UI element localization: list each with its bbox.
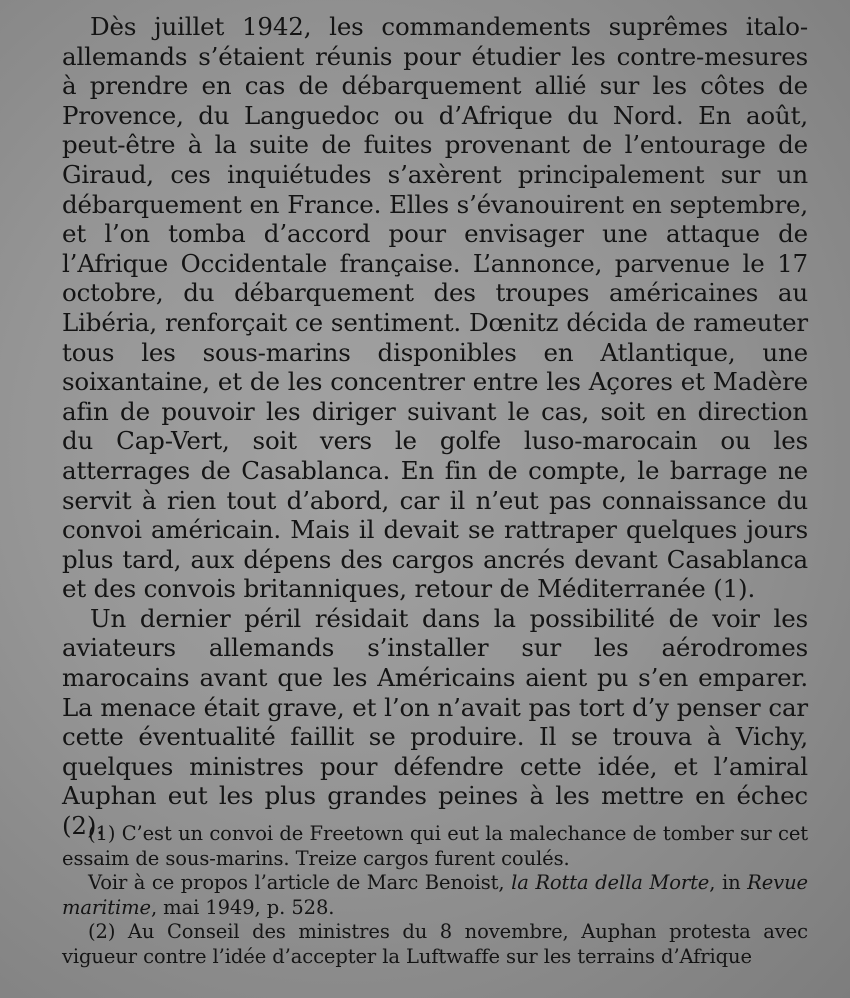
journal-title: Revue maritime xyxy=(62,871,808,919)
paragraph-2: Un dernier péril résidait dans la possibilité de voir les aviateurs allemands s’installer sur les aérodromes marocains avant que les Américains aient pu s’en emparer. La menace était grave, et l’on n’avait pas tort d’y penser car cette éventualité faillit se produire. Il se trouva à Vichy, quelques ministres pour défendre cette idée, et l’amiral Auphan eut les plus grandes peines à les mettre en échec (2). xyxy=(62,603,808,841)
main-text xyxy=(62,12,808,841)
reference-intro: Voir à ce propos l’article de Marc Benoist, xyxy=(88,871,505,894)
footnote-2: (2) Au Conseil des ministres du 8 novembre, Auphan protesta avec vigueur contre l’idée d’accepter la Luftwaffe sur les terrains d’Afrique xyxy=(62,920,808,968)
article-title: la Rotta della Morte xyxy=(511,871,710,894)
reference-in: , in xyxy=(709,871,741,894)
paragraph-1: Dès juillet 1942, les commandements suprêmes italo-allemands s’étaient réunis pour étudier les contre-mesures à prendre en cas de débarquement allié sur les côtes de Provence, du Languedoc ou d’Afrique du Nord. En août, peut-être à la suite de fuites provenant de l’entourage de Giraud, ces inquiétudes s’axèrent principalement sur un débarquement en France. Elles s’évanouirent en septembre, et l’on tomba d’accord pour envisager une attaque de l’Afrique Occidentale française. L’annonce, parvenue le 17 octobre, du débarquement des troupes américaines au Libéria, renforçait ce sentiment. Dœnitz décida de rameuter tous les sous-marins disponibles en Atlantique, une soixantaine, et de les concentrer entre les Açores et Madère afin de pouvoir les diriger suivant le cas, soit en direction du Cap-Vert, soit vers le golfe luso-marocain ou les atterrages de Casablanca. En fin de compte, le barrage ne servit à rien tout d’abord, car il n’eut pas connaissance du convoi américain. Mais il devait se rattraper quelques jours plus tard, aux dépens des cargos ancrés devant Casablanca et des convois britanniques, retour de Méditerranée (1). xyxy=(62,12,808,604)
footnote-1: (1) C’est un convoi de Freetown qui eut la malechance de tomber sur cet essaim de sous-marins. Treize cargos furent coulés. xyxy=(62,822,808,870)
footnote-1-reference xyxy=(62,871,808,920)
reference-date: , mai 1949, p. 528. xyxy=(150,895,335,919)
footnotes xyxy=(62,822,808,969)
